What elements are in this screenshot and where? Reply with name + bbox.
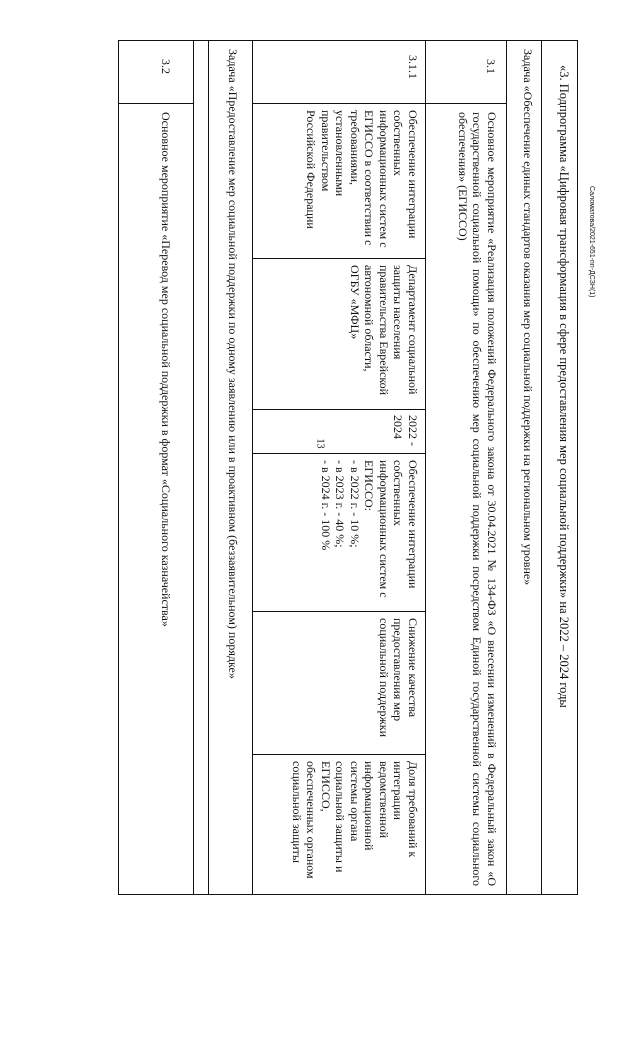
task-row-2 <box>208 41 252 894</box>
row-3-1-1-indicator: Доля требований к интеграции ведомственной информационной системы органа социальной защиты и ЕГИССО, обеспеченных органом социальной защиты <box>253 754 425 893</box>
row-3-1-1-result: Обеспечение интеграции собственных информационных систем с ЕГИССО: - в 2022 г. - 10 %; - в 2023 г. - 40 %; - в 2024 г. - 100 % <box>253 453 425 611</box>
task-row-1 <box>506 41 541 894</box>
program-table <box>118 40 578 895</box>
row-3-1-1-number: 3.1.1 <box>406 55 420 79</box>
row-3-1-1-consequence: Снижение качества предоставления мер социальной поддержки <box>253 611 425 754</box>
row-3-1-1-executor: Департамент социальной защиты населения правительства Еврейской автономной области, ОГБУ «МФЦ» <box>253 258 425 409</box>
document-code-text: Саломатова/2021-651-пп-ДСЗН(1) <box>588 186 595 298</box>
row-3-1-1-name: Обеспечение интеграции собственных информационных систем с ЕГИССО в соответствии с требованиями, установленными правительством Российской Федерации <box>253 103 425 258</box>
spacer-row <box>193 41 208 894</box>
page-number: 13 <box>314 438 326 449</box>
row-3-1-text: Основное мероприятие «Реализация положений Федерального закона от 30.04.2021 № 134-ФЗ «О внесении изменений в Федеральный закон «О государственной социальной помощи» по обеспечению мер социальной поддержки посредством Единой государственной системы социального обеспечения» (ЕГИССО) <box>426 103 506 894</box>
row-3-1-number: 3.1 <box>484 59 498 74</box>
row-3-2-number: 3.2 <box>159 59 173 74</box>
subprogram-row <box>541 41 577 894</box>
row-3-2 <box>119 41 193 894</box>
row-3-2-text: Основное мероприятие «Перевод мер социальной поддержки в формат «Социального казначейства» <box>119 103 193 894</box>
table-wrapper <box>118 40 578 895</box>
row-3-1-1 <box>252 41 425 894</box>
document-code <box>588 46 618 906</box>
task-2-title: Задача «Предоставление мер социальной поддержки по одному заявлению или в проактивном (беззаявительном) порядке» <box>226 49 240 679</box>
task-1-title: Задача «Обеспечение единых стандартов оказания мер социальной поддержки на региональном уровне» <box>521 49 535 586</box>
subprogram-title: «3. Подпрограмма «Цифровая трансформация в сфере предоставления мер социальной поддержки» на 2022 – 2024 годы <box>557 65 571 708</box>
row-3-1 <box>425 41 506 894</box>
row-3-1-1-period: 2022 - 2024 <box>253 409 425 453</box>
